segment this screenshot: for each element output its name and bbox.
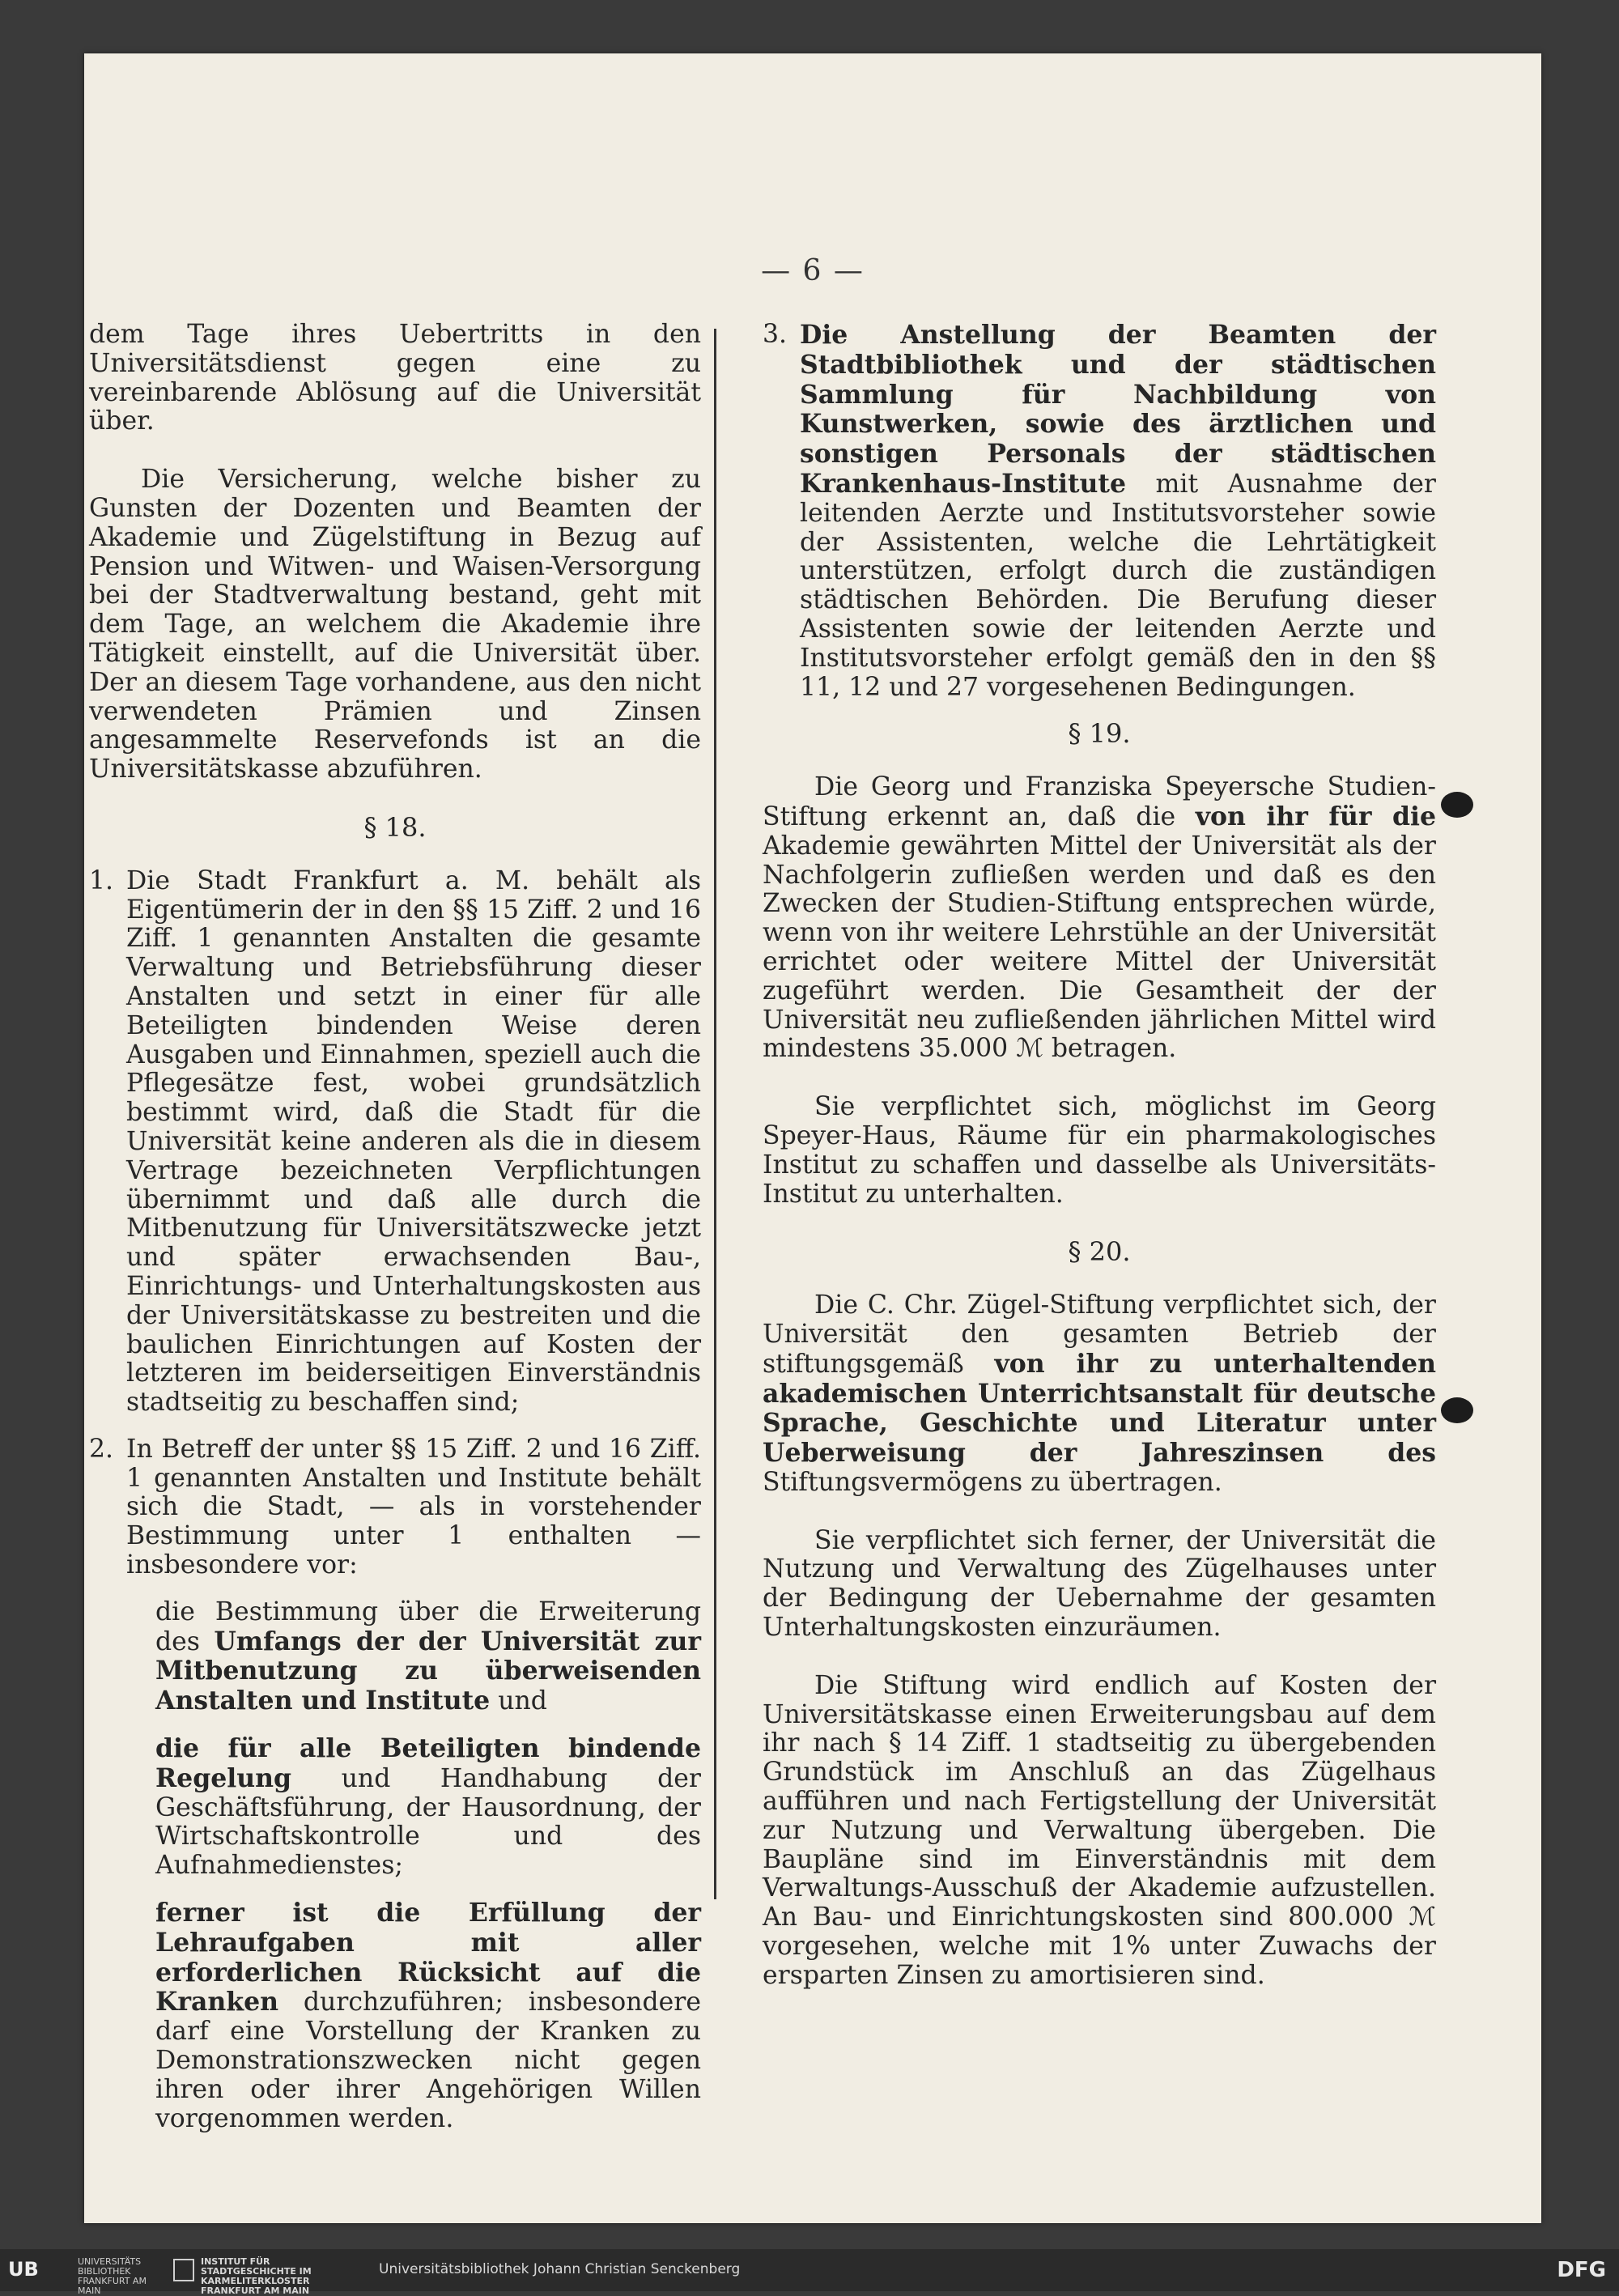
punch-hole (1441, 1397, 1473, 1423)
paragraph: Sie verpflichtet sich, möglichst im Georg Speyer-Haus, Räume für ein pharmakologisches Institut zu schaffen und dasselbe als Universitäts-Institut zu unterhalten. (763, 1092, 1436, 1209)
item-number: 1. (89, 865, 114, 895)
ub-logo-text: UNIVERSITÄTS BIBLIOTHEK FRANKFURT AM MAIN (78, 2256, 147, 2296)
text-run: Akademie gewährten Mittel der Universität als der Nachfolgerin zufließen werden und daß es den Zwecken der Studien-Stiftung entsprechen würde, wenn von ihr weitere Lehrstühle an der Universität errichtet oder weitere Mittel der Universität zugeführt werden. Die Gesamtheit der der Universität neu zufließenden jährlichen Mittel wird mindestens 35.000 ℳ betragen. (763, 831, 1436, 1064)
text-run: und (490, 1686, 547, 1716)
bold-text-run: Die Anstellung der Beamten der Stadtbibliothek und der städtischen Sammlung für Nachbildung von Kunstwerken, sowie des ärztlichen und sonstigen Personals der städtischen Krankenhaus-Institute (800, 320, 1436, 499)
text-run: Die C. Chr. Zügel-Stiftung verpflichtet sich, der Universität den gesamten Betrieb der stiftungsgemäß (763, 1290, 1436, 1379)
left-column (89, 321, 701, 2151)
punch-hole (1441, 792, 1473, 818)
numbered-item (89, 1435, 701, 1580)
item-text (800, 321, 1436, 702)
text-run: die Bestimmung über die Erweiterung des (155, 1597, 701, 1656)
bold-text-run: von ihr zu unterhaltenden akademischen Unterrichtsanstalt für deutsche Sprache, Geschichte und Literatur unter Ueberweisung der Jahreszinsen des (763, 1348, 1436, 1469)
sub-paragraph (155, 1598, 701, 1716)
document-page (84, 53, 1541, 2223)
paragraph: Sie verpflichtet sich ferner, der Universität die Nutzung und Verwaltung des Zügelhauses unter der Bedingung der Uebernahme der gesamten Unterhaltungskosten einzuräumen. (763, 1525, 1436, 1643)
ub-logo[interactable]: UB (8, 2258, 39, 2281)
dfg-logo[interactable]: DFG (1557, 2258, 1606, 2282)
numbered-item (89, 867, 701, 1418)
paragraph (763, 1291, 1436, 1498)
library-name: Universitätsbibliothek Johann Christian Senckenberg (379, 2261, 741, 2277)
numbered-item (763, 321, 1436, 702)
bold-text-run: Umfangs der der Universität zur Mitbenutzung zu überweisenden Anstalten und Institute (155, 1626, 702, 1716)
item-number: 2. (89, 1434, 114, 1464)
item-text: Die Stadt Frankfurt a. M. behält als Eigentümerin der in den §§ 15 Ziff. 2 und 16 Ziff. 1 genannten Anstalten die gesamte Verwaltung und Betriebsführung dieser Anstalten und setzt in einer für alle Beteiligten bindenden Weise deren Ausgaben und Einnahmen, speziell auch die Pflegesätze fest, wobei grundsätzlich bestimmt wird, daß die Stadt für die Universität keine anderen als die in diesem Vertrage bezeichneten Verpflichtungen übernimmt und daß alle durch die Mitbenutzung für Universitätszwecke jetzt und später erwachsenden Bau-, Einrichtungs- und Unterhaltungskosten aus der Universitätskasse zu bestreiten und die baulichen Einrichtungen auf Kosten der letzteren im beiderseitigen Einverständnis stadtseitig zu beschaffen sind; (126, 865, 701, 1418)
bold-text-run: ferner ist die Erfüllung der Lehraufgaben mit aller erforderlichen Rücksicht auf die Kranken (155, 1898, 701, 2018)
isg-logo-text[interactable]: INSTITUT FÜR STADTGESCHICHTE IM KARMELITERKLOSTER FRANKFURT AM MAIN (201, 2256, 312, 2296)
paragraph (763, 773, 1436, 1064)
text-run: Stiftungsvermögens zu übertragen. (763, 1467, 1222, 1497)
bold-text-run: von ihr für die (1195, 801, 1436, 831)
section-heading: § 18. (363, 811, 427, 843)
paragraph: Die Versicherung, welche bisher zu Gunsten der Dozenten und Beamten der Akademie und Zügelstiftung in Bezug auf Pension und Witwen- und Waisen-Versorgung bei der Stadtverwaltung bestand, geht mit dem Tage, an welchem die Akademie ihre Tätigkeit einstellt, auf die Universität über. Der an diesem Tage vorhandene, aus den nicht verwendeten Prämien und Zinsen angesammelte Reservefonds ist an die Universitätskasse abzuführen. (89, 465, 701, 784)
text-run: Die Georg und Franziska Speyersche Studien-Stiftung erkennt an, daß die (763, 772, 1436, 831)
right-column (763, 321, 1436, 2020)
page-number: — 6 — (761, 254, 865, 287)
column-divider (714, 329, 716, 1899)
text-run: durchzuführen; insbesondere darf eine Vorstellung der Kranken zu Demonstrationszwecken nicht gegen ihren oder ihrer Angehörigen Willen vorgenommen werden. (155, 1988, 701, 2133)
section-heading: § 19. (1068, 718, 1131, 750)
item-text: In Betreff der unter §§ 15 Ziff. 2 und 16 Ziff. 1 genannten Anstalten und Institute behält sich die Stadt, — als in vorstehender Bestimmung unter 1 enthalten — insbesondere vor: (126, 1434, 701, 1580)
footer-bar (0, 2249, 1619, 2296)
sub-paragraph (155, 1898, 701, 2133)
section-heading: § 20. (1068, 1236, 1131, 1268)
paragraph: dem Tage ihres Uebertritts in den Universitätsdienst gegen eine zu vereinbarende Ablösung auf die Universität über. (89, 320, 701, 436)
item-number: 3. (763, 320, 788, 349)
bold-text-run: die für alle Beteiligten bindende Regelung (155, 1733, 701, 1793)
paragraph: Die Stiftung wird endlich auf Kosten der Universitätskasse einen Erweiterungsbau auf dem ihr nach § 14 Ziff. 1 stadtseitig zu übergebenden Grundstück im Anschluß an das Zügelhaus aufführen und nach Fertigstellung der Universität zur Nutzung und Verwaltung übergeben. Die Baupläne sind im Einverständnis mit dem Verwaltungs-Ausschuß der Akademie aufzustellen. An Bau- und Einrichtungskosten sind 800.000 ℳ vorgesehen, welche mit 1% unter Zuwachs der ersparten Zinsen zu amortisieren sind. (763, 1670, 1436, 1990)
text-run: und Handhabung der Geschäftsführung, der Hausordnung, der Wirtschaftskontrolle und des Aufnahmedienstes; (155, 1763, 701, 1881)
text-run: mit Ausnahme der leitenden Aerzte und Institutsvorsteher sowie der Assistenten, welche die Lehrtätigkeit unterstützen, erfolgt durch die zuständigen städtischen Behörden. Die Berufung dieser Assistenten sowie der leitenden Aerzte und Institutsvorsteher erfolgt gemäß den in den §§ 11, 12 und 27 vorgesehenen Bedingungen. (800, 469, 1436, 702)
sub-paragraph (155, 1734, 701, 1881)
isg-building-icon (173, 2259, 194, 2281)
